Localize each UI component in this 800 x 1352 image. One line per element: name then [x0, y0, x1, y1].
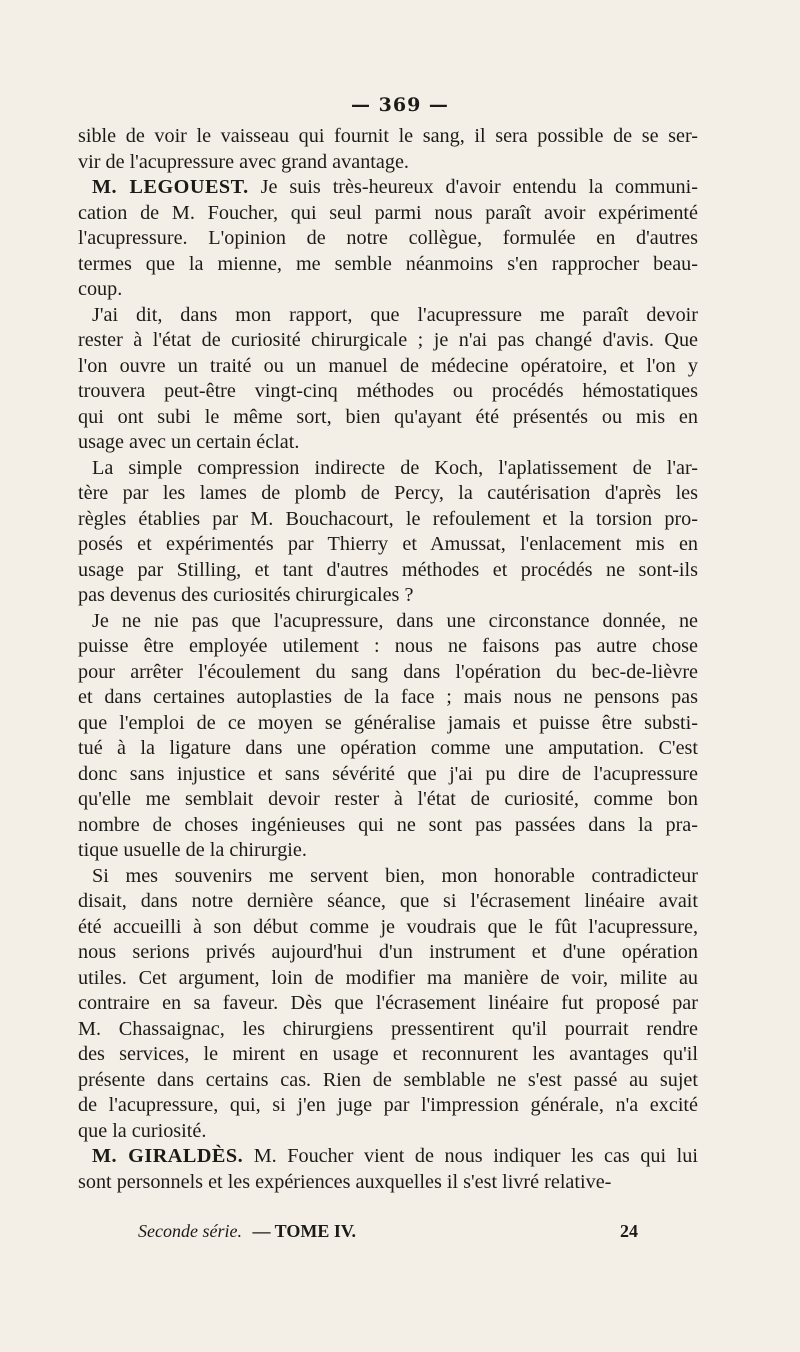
text-line: [78, 328, 698, 354]
line-text: Je ne nie pas que l'acupressure, dans une circonstance donnée, ne: [92, 609, 698, 632]
text-line: [78, 609, 698, 635]
text-line: [78, 889, 698, 915]
speaker-name: M. GIRALDÈS.: [92, 1145, 244, 1167]
line-text: posés et expérimentés par Thierry et Amussat, l'enlacement mis en: [78, 533, 698, 555]
text-line: [78, 660, 698, 686]
line-text: qui ont subi le même sort, bien qu'ayant été présentés ou mis en: [78, 405, 698, 428]
line-text: puisse être employée utilement : nous ne faisons pas autre chose: [78, 635, 698, 657]
text-line: [78, 405, 698, 431]
line-text: et dans certaines autoplasties de la face ; mais nous ne pensons pas: [78, 686, 698, 708]
text-line: [78, 124, 698, 150]
text-line: [78, 634, 698, 660]
line-text: pour arrêter l'écoulement du sang dans l'opération du bec-de-lièvre: [78, 660, 698, 683]
tome-label: — TOME IV.: [252, 1221, 357, 1241]
line-text: cation de M. Foucher, qui seul parmi nous paraît avoir expérimenté: [78, 201, 698, 224]
line-text: été accueilli à son début comme je voudrais que le fût l'acupressure,: [78, 915, 698, 938]
text-line: [78, 864, 698, 890]
text-line: [78, 711, 698, 737]
line-text: trouvera peut-être vingt-cinq méthodes ou procédés hémostatiques: [78, 380, 698, 402]
line-text: contraire en sa faveur. Dès que l'écrasement linéaire fut proposé par: [78, 992, 698, 1014]
text-line: [78, 787, 698, 813]
text-line: [78, 226, 698, 252]
line-text: La simple compression indirecte de Koch, l'aplatissement de l'ar-: [92, 456, 698, 479]
text-line: [78, 915, 698, 941]
text-line: [78, 736, 698, 762]
line-text: Je suis très-heureux d'avoir entendu la communi-: [260, 176, 698, 198]
line-text: nombre de choses ingénieuses qui ne sont pas passées dans la pra-: [78, 813, 698, 836]
text-line: [78, 1017, 698, 1043]
line-text: J'ai dit, dans mon rapport, que l'acupressure me paraît devoir: [92, 303, 698, 326]
line-text: vir de l'acupressure avec grand avantage.: [78, 150, 409, 173]
text-line: [78, 1119, 698, 1145]
paragraph: [78, 175, 698, 303]
line-text: Si mes souvenirs me servent bien, mon honorable contradicteur: [92, 864, 698, 887]
paragraph: [78, 1144, 698, 1195]
paragraph: [78, 456, 698, 609]
line-text: usage avec un certain éclat.: [78, 431, 300, 453]
paragraph: [78, 609, 698, 864]
line-text: termes que la mienne, me semble néanmoins s'en rapprocher beau-: [78, 252, 698, 275]
text-line: [78, 1042, 698, 1068]
line-text: usage par Stilling, et tant d'autres méthodes et procédés ne sont-ils: [78, 558, 698, 581]
line-text: nous serions privés aujourd'hui d'un instrument et d'une opération: [78, 941, 698, 963]
text-line: [78, 583, 698, 609]
line-text: que la curiosité.: [78, 1119, 207, 1142]
line-text: règles établies par M. Bouchacourt, le refoulement et la torsion pro-: [78, 507, 698, 530]
text-line: [78, 1170, 698, 1196]
paragraph: [78, 124, 698, 175]
line-text: des services, le mirent en usage et reconnurent les avantages qu'il: [78, 1043, 698, 1065]
line-text: utiles. Cet argument, loin de modifier ma manière de voir, milite au: [78, 966, 698, 989]
text-line: [78, 252, 698, 278]
line-text: tique usuelle de la chirurgie.: [78, 839, 307, 861]
speaker-name: M. LEGOUEST.: [92, 176, 249, 198]
line-text: qu'elle me semblait devoir rester à l'état de curiosité, comme bon: [78, 788, 698, 810]
series-label: Seconde série.: [138, 1221, 242, 1241]
line-text: M. Chassaignac, les chirurgiens pressentirent qu'il pourrait rendre: [78, 1017, 698, 1040]
text-line: [78, 303, 698, 329]
text-line: [78, 175, 698, 201]
line-text: présente dans certains cas. Rien de semblable ne s'est passé au sujet: [78, 1068, 698, 1091]
line-text: coup.: [78, 278, 123, 300]
line-text: de l'acupressure, qui, si j'en juge par l'impression générale, n'a excité: [78, 1094, 698, 1116]
text-line: [78, 1068, 698, 1094]
text-line: [78, 1093, 698, 1119]
text-line: [78, 685, 698, 711]
text-line: [78, 991, 698, 1017]
line-text: sible de voir le vaisseau qui fournit le sang, il sera possible de se ser-: [78, 125, 698, 147]
body-text: [78, 124, 698, 1195]
line-text: M. Foucher vient de nous indiquer les cas qui lui: [253, 1145, 698, 1167]
line-text: pas devenus des curiosités chirurgicales ?: [78, 584, 414, 606]
line-text: tère par les lames de plomb de Percy, la cautérisation d'après les: [78, 482, 698, 504]
text-line: [78, 354, 698, 380]
text-line: [78, 507, 698, 533]
line-text: que l'emploi de ce moyen se généralise jamais et puisse être substi-: [78, 711, 698, 734]
text-line: [78, 379, 698, 405]
text-line: [78, 456, 698, 482]
page-footer: [138, 1221, 638, 1242]
line-text: sont personnels et les expériences auxquelles il s'est livré relative-: [78, 1170, 612, 1193]
text-line: [78, 481, 698, 507]
text-line: [78, 532, 698, 558]
signature-mark: 24: [620, 1221, 638, 1241]
text-line: [78, 762, 698, 788]
text-line: [78, 838, 698, 864]
text-line: [78, 940, 698, 966]
paragraph: [78, 864, 698, 1145]
line-text: l'on ouvre un traité ou un manuel de médecine opératoire, et l'on y: [78, 354, 698, 377]
text-line: [78, 277, 698, 303]
text-line: [78, 1144, 698, 1170]
line-text: l'acupressure. L'opinion de notre collègue, formulée en d'autres: [78, 227, 698, 249]
text-line: [78, 430, 698, 456]
text-line: [78, 813, 698, 839]
paragraph: [78, 303, 698, 456]
text-line: [78, 201, 698, 227]
text-line: [78, 966, 698, 992]
text-line: [78, 558, 698, 584]
line-text: tué à la ligature dans une opération comme une amputation. C'est: [78, 737, 698, 759]
line-text: disait, dans notre dernière séance, que si l'écrasement linéaire avait: [78, 890, 698, 912]
line-text: donc sans injustice et sans sévérité que j'ai pu dire de l'acupressure: [78, 762, 698, 785]
text-line: [78, 150, 698, 176]
page-number: — 369 —: [351, 94, 449, 116]
line-text: rester à l'état de curiosité chirurgicale ; je n'ai pas changé d'avis. Que: [78, 329, 698, 351]
